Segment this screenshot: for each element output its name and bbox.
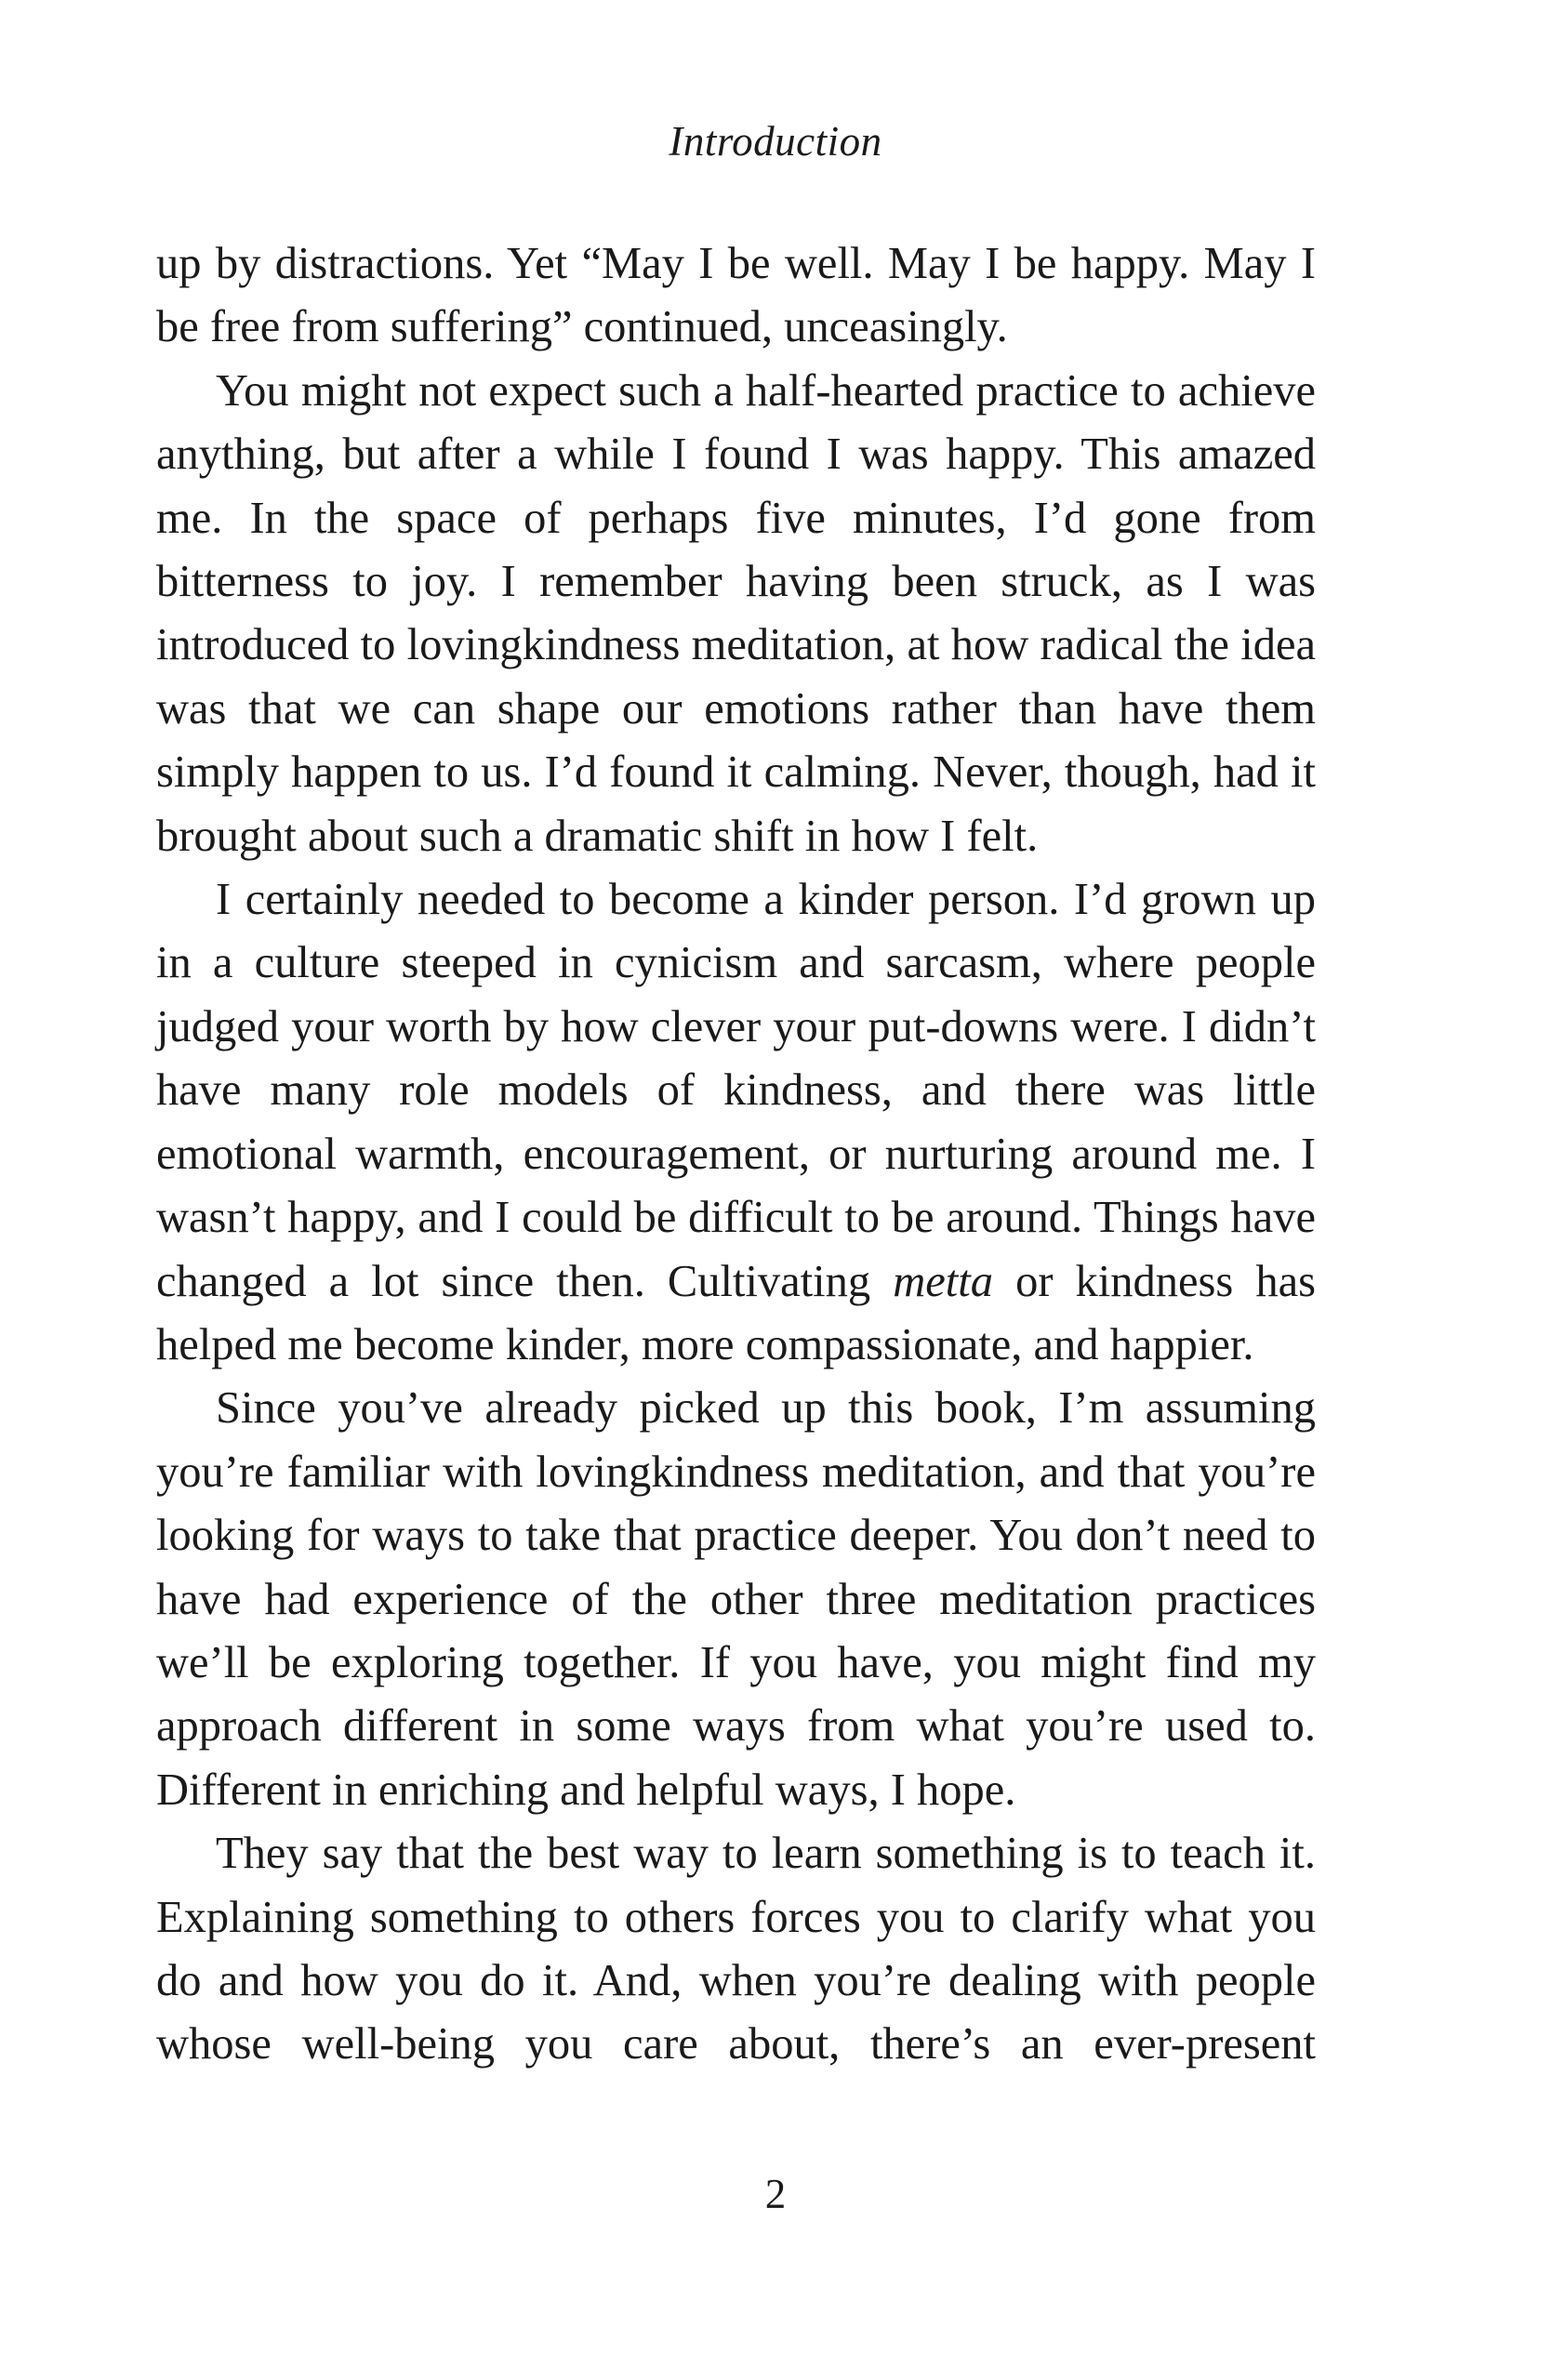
paragraph-3	[156, 868, 1316, 1377]
page-number: 2	[764, 2171, 787, 2217]
emphasis-metta: metta	[893, 1256, 993, 1306]
paragraph-5: They say that the best way to learn something is to teach it. Explaining something to others forces you to clarify what you do and how you do it. And, when you’re dealing with people whose well-being you care about, there’s an ever-present	[156, 1829, 1316, 2069]
paragraph-3-text-after: or kindness has helped me become kinder, more compassionate, and happier.	[156, 1256, 1316, 1369]
paragraph-1: up by distractions. Yet “May I be well. May I be happy. May I be free from suffering” continued, unceasingly.	[156, 239, 1316, 352]
paragraph-2: You might not expect such a half-hearted practice to achieve anything, but after a while I found I was happy. This amazed me. In the space of perhaps five minutes, I’d gone from bitterness to joy. I remember having been struck, as I was introduced to lovingkindness meditation, at how radical the idea was that we can shape our emotions rather than have them simply happen to us. I’d found it calming. Never, though, had it brought about such a dramatic shift in how I felt.	[156, 365, 1316, 861]
paragraph-4: Since you’ve already picked up this book, I’m assuming you’re familiar with lovingkindness meditation, and that you’re looking for ways to take that practice deeper. You don’t need to have had experience of the other three meditation practices we’ll be exploring together. If you have, you might find my approach different in some ways from what you’re used to. Different in enriching and helpful ways, I hope.	[156, 1383, 1316, 1815]
body-text	[156, 232, 1316, 2077]
running-head: Introduction	[669, 118, 882, 165]
paragraph-3-text-before: I certainly needed to become a kinder person. I’d grown up in a culture steeped in cynicism and sarcasm, where people judged your worth by how clever your put-downs were. I didn’t have many role models of kindness, and there was little emotional warmth, encouragement, or nurturing around me. I wasn’t happy, and I could be difficult to be around. Things have changed a lot since then. Cultivating	[156, 875, 1316, 1306]
